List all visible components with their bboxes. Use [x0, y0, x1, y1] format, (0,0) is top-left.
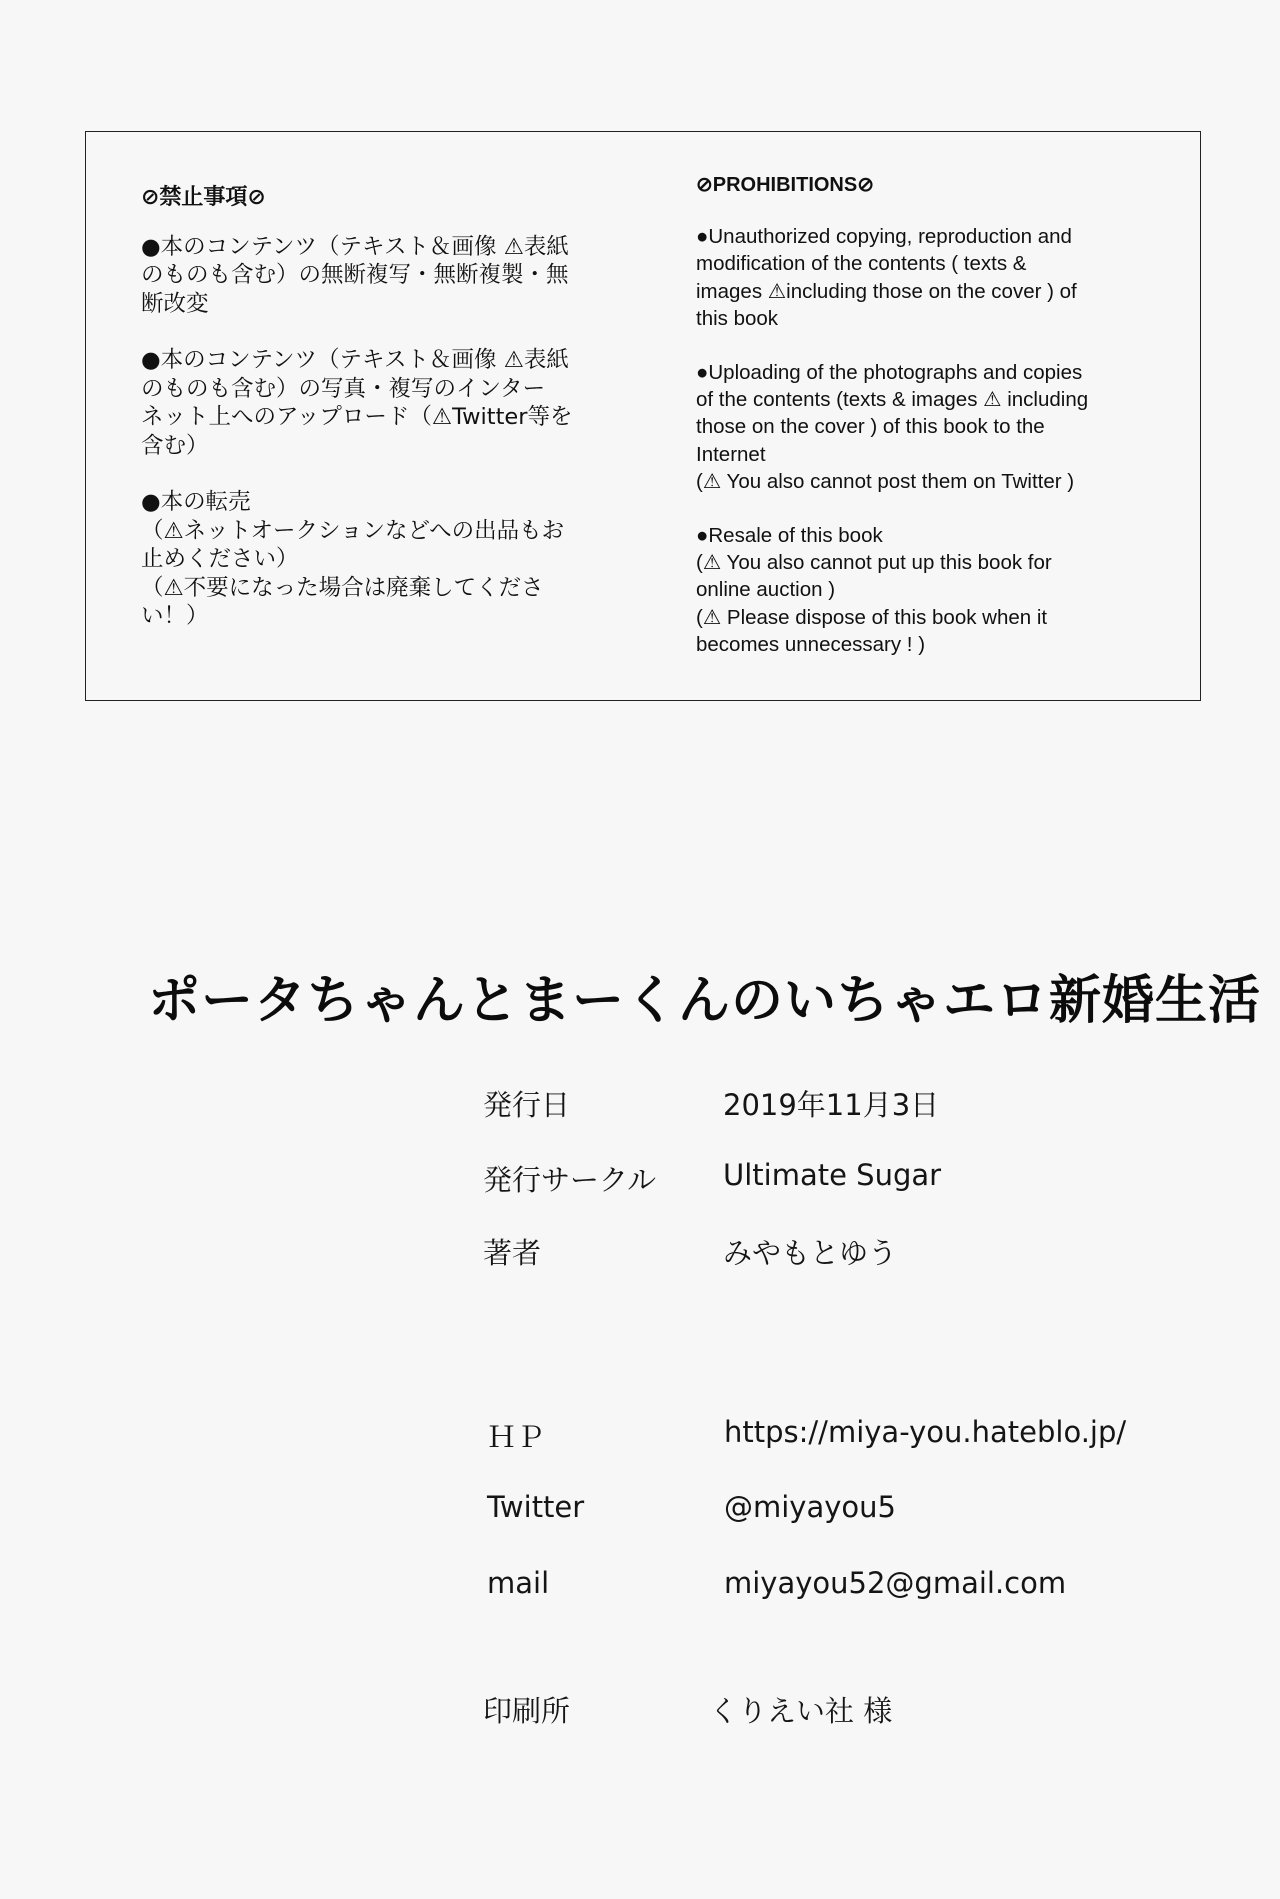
- hp-row: [487, 1415, 1207, 1455]
- hp-value: https://miya-you.hateblo.jp/: [724, 1415, 1127, 1449]
- prohibitions-notice-box: [85, 131, 1201, 701]
- text-line: （⚠ネットオークションなどへの出品もお: [141, 517, 565, 544]
- japanese-item-3: [141, 488, 621, 631]
- text-line: images ⚠including those on the cover ) of: [696, 279, 1077, 303]
- english-heading: ⊘PROHIBITIONS⊘: [696, 174, 874, 196]
- text-line: modification of the contents ( texts &: [696, 252, 1027, 276]
- publish-date-row: [483, 1083, 1203, 1123]
- english-item-1: [696, 223, 1176, 332]
- text-line: ●本の転売: [141, 489, 251, 515]
- text-line: (⚠ Please dispose of this book when it: [696, 605, 1048, 629]
- printer-row: [483, 1689, 1203, 1729]
- text-line: this book: [696, 306, 779, 330]
- english-item-3: [696, 522, 1176, 658]
- twitter-row: [487, 1490, 1207, 1530]
- text-line: online auction ): [696, 578, 836, 602]
- mail-value: miyayou52@gmail.com: [724, 1566, 1067, 1600]
- english-prohibitions: [696, 172, 1176, 685]
- japanese-prohibitions: [141, 172, 621, 659]
- text-line: ●Resale of this book: [696, 524, 883, 548]
- circle-row: [483, 1158, 1203, 1198]
- author-row: [483, 1231, 1203, 1271]
- text-line: い！）: [141, 603, 209, 629]
- publish-date-value: 2019年11月3日: [723, 1088, 940, 1122]
- circle-label: 発行サークル: [483, 1163, 657, 1197]
- twitter-label: Twitter: [487, 1490, 585, 1524]
- text-line: ネット上へのアップロード（⚠Twitter等を: [141, 404, 573, 430]
- text-line: のものも含む）の写真・複写のインター: [141, 375, 546, 402]
- text-line: Internet: [696, 442, 766, 466]
- printer-value: くりえい社 様: [709, 1694, 893, 1728]
- text-line: (⚠ You also cannot put up this book for: [696, 551, 1052, 575]
- author-label: 著者: [483, 1236, 542, 1270]
- colophon-contact: [487, 1415, 1207, 1615]
- japanese-item-2: [141, 346, 621, 460]
- text-line: ●本のコンテンツ（テキスト＆画像 ⚠表紙: [141, 347, 569, 373]
- text-line: becomes unnecessary ! ): [696, 632, 926, 656]
- mail-row: [487, 1566, 1207, 1606]
- circle-value: Ultimate Sugar: [723, 1158, 942, 1192]
- text-line: のものも含む）の無断複写・無断複製・無: [141, 262, 569, 288]
- text-line: 断改変: [141, 290, 209, 317]
- text-line: ●Unauthorized copying, reproduction and: [696, 225, 1072, 249]
- text-line: 止めください）: [141, 546, 299, 572]
- text-line: （⚠不要になった場合は廃棄してくださ: [141, 574, 544, 601]
- text-line: of the contents (texts & images ⚠ including: [696, 388, 1089, 412]
- book-title: ポータちゃんとまーくんのいちゃエロ新婚生活: [148, 971, 1262, 1031]
- mail-label: mail: [487, 1566, 550, 1600]
- text-line: 含む）: [141, 432, 209, 459]
- text-line: ●Uploading of the photographs and copies: [696, 361, 1083, 385]
- printer-label: 印刷所: [483, 1694, 571, 1728]
- publish-date-label: 発行日: [483, 1088, 571, 1122]
- text-line: (⚠ You also cannot post them on Twitter ): [696, 469, 1075, 493]
- japanese-heading: ⊘禁止事項⊘: [141, 185, 266, 210]
- text-line: those on the cover ) of this book to the: [696, 415, 1045, 439]
- hp-label: ＨＰ: [487, 1420, 546, 1454]
- english-item-2: [696, 359, 1176, 495]
- text-line: ●本のコンテンツ（テキスト＆画像 ⚠表紙: [141, 233, 569, 260]
- author-value: みやもとゆう: [723, 1236, 898, 1270]
- twitter-value: @miyayou5: [724, 1490, 896, 1524]
- japanese-item-1: [141, 233, 621, 319]
